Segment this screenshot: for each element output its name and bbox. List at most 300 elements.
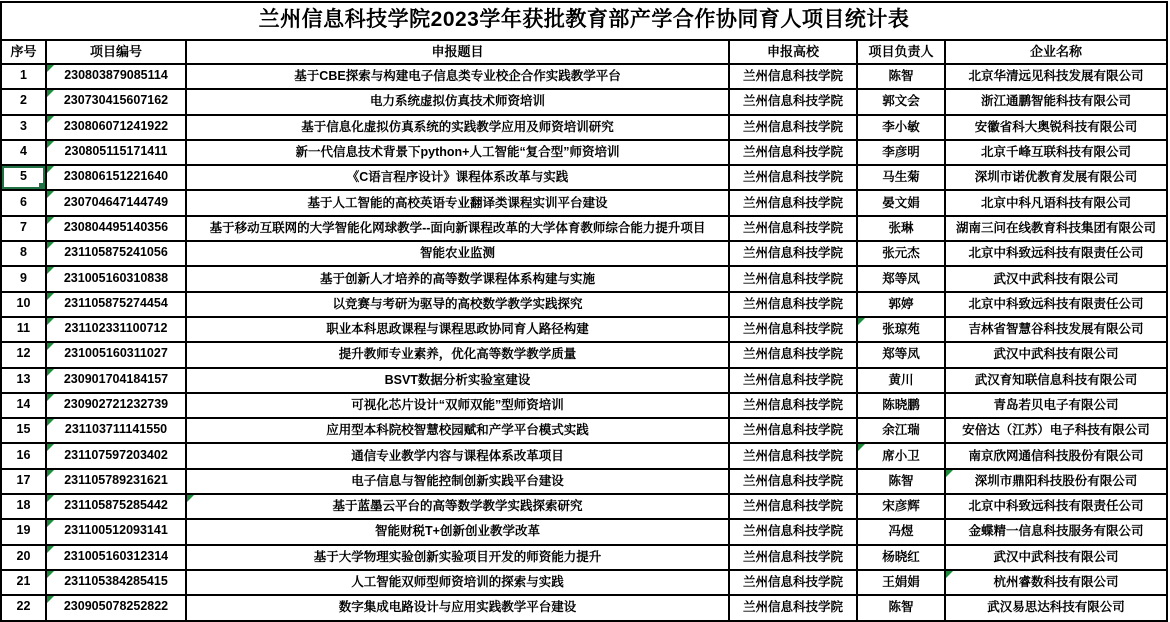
cell-text: 宋彦辉	[882, 499, 920, 514]
column-header-school[interactable]	[729, 40, 857, 64]
table-row	[1, 494, 1167, 519]
table-row	[1, 89, 1167, 114]
cell-school[interactable]	[729, 216, 857, 241]
cell-school[interactable]	[729, 115, 857, 140]
cell-text: 《C语言程序设计》课程体系改革与实践	[346, 170, 569, 185]
cell-text: 16	[16, 447, 31, 462]
cell-text: 武汉中武科技有限公司	[993, 271, 1119, 286]
cell-leader[interactable]	[857, 266, 945, 291]
cell-text: 数字集成电路设计与应用实践教学平台建设	[338, 600, 577, 615]
cell-code[interactable]	[46, 494, 186, 519]
cell-text: 李小敏	[882, 119, 920, 134]
cell-no[interactable]	[1, 443, 46, 468]
flag-triangle-icon	[47, 343, 54, 350]
cell-text: 北京中科致远科技有限责任公司	[968, 296, 1144, 311]
flag-triangle-icon	[47, 267, 54, 274]
cell-school[interactable]	[729, 241, 857, 266]
table-row	[1, 190, 1167, 215]
flag-triangle-icon	[47, 217, 54, 224]
flag-triangle-icon	[47, 495, 54, 502]
cell-leader[interactable]	[857, 292, 945, 317]
cell-school[interactable]	[729, 368, 857, 393]
cell-text: 兰州信息科技学院	[742, 296, 843, 311]
cell-school[interactable]	[729, 519, 857, 544]
cell-text: 陈智	[888, 473, 914, 488]
cell-code[interactable]	[46, 266, 186, 291]
cell-text: 4	[20, 144, 27, 159]
cell-code[interactable]	[46, 519, 186, 544]
cell-company[interactable]	[945, 595, 1167, 620]
fill-handle[interactable]	[39, 183, 45, 189]
column-header-leader[interactable]	[857, 40, 945, 64]
cell-no[interactable]	[1, 241, 46, 266]
cell-text: 兰州信息科技学院	[742, 220, 843, 235]
cell-company[interactable]	[945, 443, 1167, 468]
cell-text: 230805115171411	[64, 144, 168, 159]
cell-text: 兰州信息科技学院	[742, 473, 843, 488]
cell-no[interactable]	[1, 570, 46, 595]
cell-text: 基于大学物理实验创新实验项目开发的师资能力提升	[313, 549, 602, 564]
cell-text: 兰州信息科技学院	[742, 119, 843, 134]
cell-text: 7	[20, 219, 27, 234]
cell-text: 兰州信息科技学院	[742, 549, 843, 564]
header-row	[1, 40, 1167, 64]
cell-no[interactable]	[1, 89, 46, 114]
cell-text: 基于蓝墨云平台的高等数学教学实践探索研究	[332, 499, 583, 514]
cell-code[interactable]	[46, 545, 186, 570]
cell-no[interactable]	[1, 190, 46, 215]
cell-no[interactable]	[1, 368, 46, 393]
cell-code[interactable]	[46, 342, 186, 367]
cell-text: 张元杰	[882, 246, 920, 261]
cell-text: 兰州信息科技学院	[742, 448, 843, 463]
cell-text: 李彦明	[882, 145, 920, 160]
cell-title[interactable]	[186, 64, 729, 89]
cell-text: 基于移动互联网的大学智能化网球教学--面向新课程改革的大学体育教师综合能力提升项目	[209, 220, 706, 235]
cell-text: 兰州信息科技学院	[742, 372, 843, 387]
cell-no[interactable]	[1, 64, 46, 89]
cell-text: 231105789231621	[64, 472, 168, 487]
cell-school[interactable]	[729, 64, 857, 89]
cell-text: 兰州信息科技学院	[742, 575, 843, 590]
cell-text: 以竞赛与考研为驱导的高校数学教学实践探究	[332, 296, 583, 311]
flag-triangle-icon	[47, 141, 54, 148]
table-row	[1, 418, 1167, 443]
cell-school[interactable]	[729, 317, 857, 342]
cell-text: 北京中科致远科技有限责任公司	[968, 499, 1144, 514]
cell-title[interactable]	[186, 494, 729, 519]
cell-title[interactable]	[186, 241, 729, 266]
cell-text: 230704647144749	[63, 194, 169, 209]
cell-no[interactable]	[1, 266, 46, 291]
cell-text: 浙江通鹏智能科技有限公司	[980, 94, 1131, 109]
cell-text: 北京中科凡语科技有限公司	[980, 195, 1131, 210]
table-row	[1, 443, 1167, 468]
table-row	[1, 165, 1167, 190]
cell-company[interactable]	[945, 266, 1167, 291]
cell-text: 兰州信息科技学院	[742, 69, 843, 84]
cell-code[interactable]	[46, 190, 186, 215]
flag-triangle-icon	[47, 394, 54, 401]
cell-no[interactable]	[1, 393, 46, 418]
cell-company[interactable]	[945, 519, 1167, 544]
page-title-text: 兰州信息科技学院2023学年获批教育部产学合作协同育人项目统计表	[258, 8, 910, 31]
cell-company[interactable]	[945, 570, 1167, 595]
cell-title[interactable]	[186, 216, 729, 241]
cell-no[interactable]	[1, 140, 46, 165]
column-header-no[interactable]	[1, 40, 46, 64]
cell-company[interactable]	[945, 89, 1167, 114]
cell-school[interactable]	[729, 292, 857, 317]
column-header-title[interactable]	[186, 40, 729, 64]
cell-text: 黄川	[888, 372, 914, 387]
cell-text: 晏文娟	[882, 195, 920, 210]
cell-text: 电子信息与智能控制创新实践平台建设	[351, 473, 564, 488]
cell-text: 北京华清远见科技发展有限公司	[968, 69, 1144, 84]
cell-text: 兰州信息科技学院	[742, 600, 843, 615]
cell-leader[interactable]	[857, 190, 945, 215]
cell-text: 电力系统虚拟仿真技术师资培训	[369, 94, 545, 109]
cell-code[interactable]	[46, 216, 186, 241]
cell-text: 马生菊	[882, 170, 920, 185]
cell-school[interactable]	[729, 342, 857, 367]
table-row	[1, 140, 1167, 165]
cell-school[interactable]	[729, 418, 857, 443]
cell-text: 金蝶精一信息科技服务有限公司	[968, 524, 1144, 539]
cell-school[interactable]	[729, 545, 857, 570]
cell-leader[interactable]	[857, 165, 945, 190]
flag-triangle-icon	[47, 419, 54, 426]
cell-no[interactable]	[1, 216, 46, 241]
cell-no[interactable]	[1, 545, 46, 570]
cell-text: 21	[16, 574, 31, 589]
cell-code[interactable]	[46, 393, 186, 418]
cell-text: 基于创新人才培养的高等数学课程体系构建与实施	[319, 271, 595, 286]
cell-leader[interactable]	[857, 115, 945, 140]
flag-triangle-icon	[858, 444, 865, 451]
cell-text: 14	[16, 397, 31, 411]
cell-leader[interactable]	[857, 241, 945, 266]
cell-text: 郑等凤	[882, 271, 920, 286]
flag-triangle-icon	[47, 116, 54, 123]
cell-school[interactable]	[729, 393, 857, 418]
cell-title[interactable]	[186, 292, 729, 317]
table-row	[1, 519, 1167, 544]
flag-triangle-icon	[187, 495, 194, 502]
cell-no[interactable]	[1, 469, 46, 494]
cell-school[interactable]	[729, 266, 857, 291]
cell-title[interactable]	[186, 115, 729, 140]
cell-code[interactable]	[46, 570, 186, 595]
cell-school[interactable]	[729, 570, 857, 595]
worksheet	[0, 1, 1170, 617]
projects-table	[0, 1, 1168, 622]
cell-title[interactable]	[186, 368, 729, 393]
cell-text: 231105875241056	[64, 245, 168, 260]
cell-text: 新一代信息技术背景下python+人工智能“复合型”师资培训	[295, 145, 620, 160]
cell-text: 5	[20, 169, 27, 184]
cell-text: 陈智	[888, 69, 914, 84]
cell-company[interactable]	[945, 469, 1167, 494]
cell-code[interactable]	[46, 443, 186, 468]
cell-text: 兰州信息科技学院	[742, 423, 843, 438]
cell-title[interactable]	[186, 519, 729, 544]
cell-company[interactable]	[945, 292, 1167, 317]
cell-text: 兰州信息科技学院	[742, 499, 843, 514]
cell-text: 1	[20, 68, 27, 83]
cell-company[interactable]	[945, 317, 1167, 342]
cell-text: 人工智能双师型师资培训的探索与实践	[351, 575, 564, 590]
cell-leader[interactable]	[857, 368, 945, 393]
cell-text: 郭婷	[888, 296, 914, 311]
cell-leader[interactable]	[857, 545, 945, 570]
cell-text: 深圳市鼎阳科技股份有限公司	[974, 473, 1138, 488]
cell-text: 基于人工智能的高校英语专业翻译类课程实训平台建设	[307, 195, 608, 210]
cell-code[interactable]	[46, 418, 186, 443]
column-header-code[interactable]	[46, 40, 186, 64]
cell-text: 231100512093141	[64, 523, 168, 538]
cell-text: 230905078252822	[63, 599, 169, 614]
cell-text: 231105875274454	[64, 295, 168, 310]
table-row	[1, 241, 1167, 266]
cell-school[interactable]	[729, 140, 857, 165]
cell-text: 231005160311027	[64, 346, 168, 361]
cell-no[interactable]	[1, 292, 46, 317]
cell-no[interactable]	[1, 317, 46, 342]
cell-company[interactable]	[945, 216, 1167, 241]
flag-triangle-icon	[47, 571, 54, 578]
cell-school[interactable]	[729, 190, 857, 215]
flag-triangle-icon	[47, 444, 54, 451]
cell-code[interactable]	[46, 469, 186, 494]
table-row	[1, 393, 1167, 418]
cell-code[interactable]	[46, 595, 186, 620]
table-row	[1, 64, 1167, 89]
cell-leader[interactable]	[857, 393, 945, 418]
cell-code[interactable]	[46, 165, 186, 190]
cell-text: 230803879085114	[64, 68, 168, 83]
cell-text: 6	[20, 194, 27, 209]
cell-text: 231107597203402	[64, 447, 168, 462]
cell-code[interactable]	[46, 64, 186, 89]
cell-text: 张琼苑	[882, 322, 920, 337]
cell-leader[interactable]	[857, 342, 945, 367]
cell-text: 湖南三问在线教育科技集团有限公司	[955, 220, 1156, 235]
cell-text: 吉林省智慧谷科技发展有限公司	[968, 322, 1144, 337]
cell-text: 基于CBE探索与构建电子信息类专业校企合作实践教学平台	[294, 69, 621, 84]
cell-company[interactable]	[945, 545, 1167, 570]
table-row	[1, 545, 1167, 570]
cell-text: 可视化芯片设计“双师双能”型师资培训	[351, 398, 564, 412]
cell-title[interactable]	[186, 342, 729, 367]
cell-text: 深圳市诺优教育发展有限公司	[974, 170, 1138, 185]
cell-text: 11	[16, 321, 31, 336]
cell-text: 2	[20, 93, 27, 108]
cell-no[interactable]	[1, 165, 46, 190]
cell-text: 陈智	[888, 600, 914, 615]
cell-school[interactable]	[729, 443, 857, 468]
cell-text: 3	[20, 118, 27, 133]
cell-text: 郭文会	[882, 94, 920, 109]
cell-title[interactable]	[186, 469, 729, 494]
cell-text: 席小卫	[882, 448, 920, 463]
cell-text: 陈晓鹏	[882, 398, 920, 412]
cell-leader[interactable]	[857, 570, 945, 595]
cell-school[interactable]	[729, 89, 857, 114]
flag-triangle-icon	[47, 65, 54, 72]
cell-title[interactable]	[186, 545, 729, 570]
cell-leader[interactable]	[857, 418, 945, 443]
cell-code[interactable]	[46, 115, 186, 140]
cell-code[interactable]	[46, 241, 186, 266]
cell-title[interactable]	[186, 393, 729, 418]
cell-text: 武汉中武科技有限公司	[993, 347, 1119, 362]
cell-code[interactable]	[46, 317, 186, 342]
cell-text: 兰州信息科技学院	[742, 246, 843, 261]
column-header-company[interactable]	[945, 40, 1167, 64]
flag-triangle-icon	[47, 596, 54, 603]
cell-title[interactable]	[186, 418, 729, 443]
cell-text: 杨晓红	[882, 549, 920, 564]
cell-text: 兰州信息科技学院	[742, 322, 843, 337]
cell-text: 提升教师专业素养，优化高等数学教学质量	[338, 347, 577, 362]
cell-text: 青岛若贝电子有限公司	[993, 398, 1119, 412]
cell-title[interactable]	[186, 266, 729, 291]
cell-leader[interactable]	[857, 519, 945, 544]
cell-text: 职业本科思政课程与课程思政协同育人路径构建	[326, 322, 589, 337]
cell-text: 230902721232739	[63, 397, 169, 411]
cell-company[interactable]	[945, 393, 1167, 418]
cell-no[interactable]	[1, 342, 46, 367]
cell-text: 冯煜	[888, 524, 914, 539]
cell-company[interactable]	[945, 494, 1167, 519]
table-row	[1, 317, 1167, 342]
cell-text: 杭州睿数科技有限公司	[993, 575, 1119, 590]
cell-no[interactable]	[1, 519, 46, 544]
cell-text: 231102331100712	[64, 321, 168, 336]
cell-text: 基于信息化虚拟仿真系统的实践教学应用及师资培训研究	[301, 119, 614, 134]
cell-title[interactable]	[186, 165, 729, 190]
cell-text: 19	[16, 523, 31, 538]
cell-text: 安倍达（江苏）电子科技有限公司	[962, 423, 1150, 438]
cell-company[interactable]	[945, 190, 1167, 215]
cell-company[interactable]	[945, 342, 1167, 367]
cell-school[interactable]	[729, 494, 857, 519]
title-row	[1, 2, 1167, 40]
cell-title[interactable]	[186, 89, 729, 114]
table-row	[1, 292, 1167, 317]
cell-school[interactable]	[729, 165, 857, 190]
cell-school[interactable]	[729, 469, 857, 494]
cell-text: 通信专业教学内容与课程体系改革项目	[351, 448, 564, 463]
flag-triangle-icon	[946, 470, 953, 477]
cell-text: 13	[16, 371, 31, 386]
cell-leader[interactable]	[857, 64, 945, 89]
cell-leader[interactable]	[857, 494, 945, 519]
cell-title[interactable]	[186, 570, 729, 595]
flag-triangle-icon	[47, 166, 54, 173]
page-title[interactable]	[1, 2, 1167, 40]
cell-company[interactable]	[945, 165, 1167, 190]
cell-code[interactable]	[46, 89, 186, 114]
table-row	[1, 115, 1167, 140]
flag-triangle-icon	[47, 369, 54, 376]
flag-triangle-icon	[946, 571, 953, 578]
cell-leader[interactable]	[857, 595, 945, 620]
cell-company[interactable]	[945, 241, 1167, 266]
flag-triangle-icon	[47, 520, 54, 527]
cell-text: 兰州信息科技学院	[742, 145, 843, 160]
cell-text: 兰州信息科技学院	[742, 524, 843, 539]
cell-text: 230901704184157	[63, 371, 169, 386]
cell-company[interactable]	[945, 418, 1167, 443]
cell-leader[interactable]	[857, 140, 945, 165]
column-header-label: 申报高校	[766, 44, 819, 59]
table-body	[1, 64, 1167, 621]
table-row	[1, 368, 1167, 393]
flag-triangle-icon	[47, 242, 54, 249]
cell-company[interactable]	[945, 115, 1167, 140]
cell-code[interactable]	[46, 368, 186, 393]
cell-text: 兰州信息科技学院	[742, 170, 843, 185]
cell-no[interactable]	[1, 595, 46, 620]
cell-leader[interactable]	[857, 89, 945, 114]
cell-text: 兰州信息科技学院	[742, 398, 843, 412]
cell-leader[interactable]	[857, 216, 945, 241]
cell-text: 231105384285415	[64, 574, 168, 589]
cell-school[interactable]	[729, 595, 857, 620]
table-row	[1, 570, 1167, 595]
cell-text: 230804495140356	[63, 219, 169, 234]
cell-text: 兰州信息科技学院	[742, 347, 843, 362]
cell-leader[interactable]	[857, 443, 945, 468]
cell-company[interactable]	[945, 64, 1167, 89]
table-row	[1, 595, 1167, 620]
table-row	[1, 469, 1167, 494]
table-row	[1, 216, 1167, 241]
cell-no[interactable]	[1, 418, 46, 443]
cell-text: 智能财税T+创新创业教学改革	[375, 524, 540, 539]
cell-text: 230730415607162	[63, 93, 169, 108]
cell-title[interactable]	[186, 140, 729, 165]
cell-text: 10	[16, 295, 31, 310]
flag-triangle-icon	[47, 90, 54, 97]
cell-text: 北京千峰互联科技有限公司	[980, 145, 1131, 160]
column-header-label: 企业名称	[1029, 44, 1082, 59]
cell-title[interactable]	[186, 190, 729, 215]
cell-company[interactable]	[945, 368, 1167, 393]
cell-leader[interactable]	[857, 317, 945, 342]
cell-text: 22	[16, 599, 31, 614]
cell-text: 安徽省科大奥锐科技有限公司	[974, 119, 1138, 134]
cell-text: 武汉易思达科技有限公司	[987, 600, 1125, 615]
flag-triangle-icon	[47, 546, 54, 553]
column-header-label: 申报题目	[431, 44, 484, 59]
cell-code[interactable]	[46, 292, 186, 317]
cell-title[interactable]	[186, 595, 729, 620]
cell-no[interactable]	[1, 115, 46, 140]
cell-text: 230806151221640	[63, 169, 169, 184]
cell-text: 231005160312314	[63, 548, 169, 563]
cell-title[interactable]	[186, 317, 729, 342]
cell-company[interactable]	[945, 140, 1167, 165]
cell-no[interactable]	[1, 494, 46, 519]
cell-text: 王娟娟	[882, 575, 920, 590]
flag-triangle-icon	[47, 191, 54, 198]
cell-title[interactable]	[186, 443, 729, 468]
cell-leader[interactable]	[857, 469, 945, 494]
cell-code[interactable]	[46, 140, 186, 165]
